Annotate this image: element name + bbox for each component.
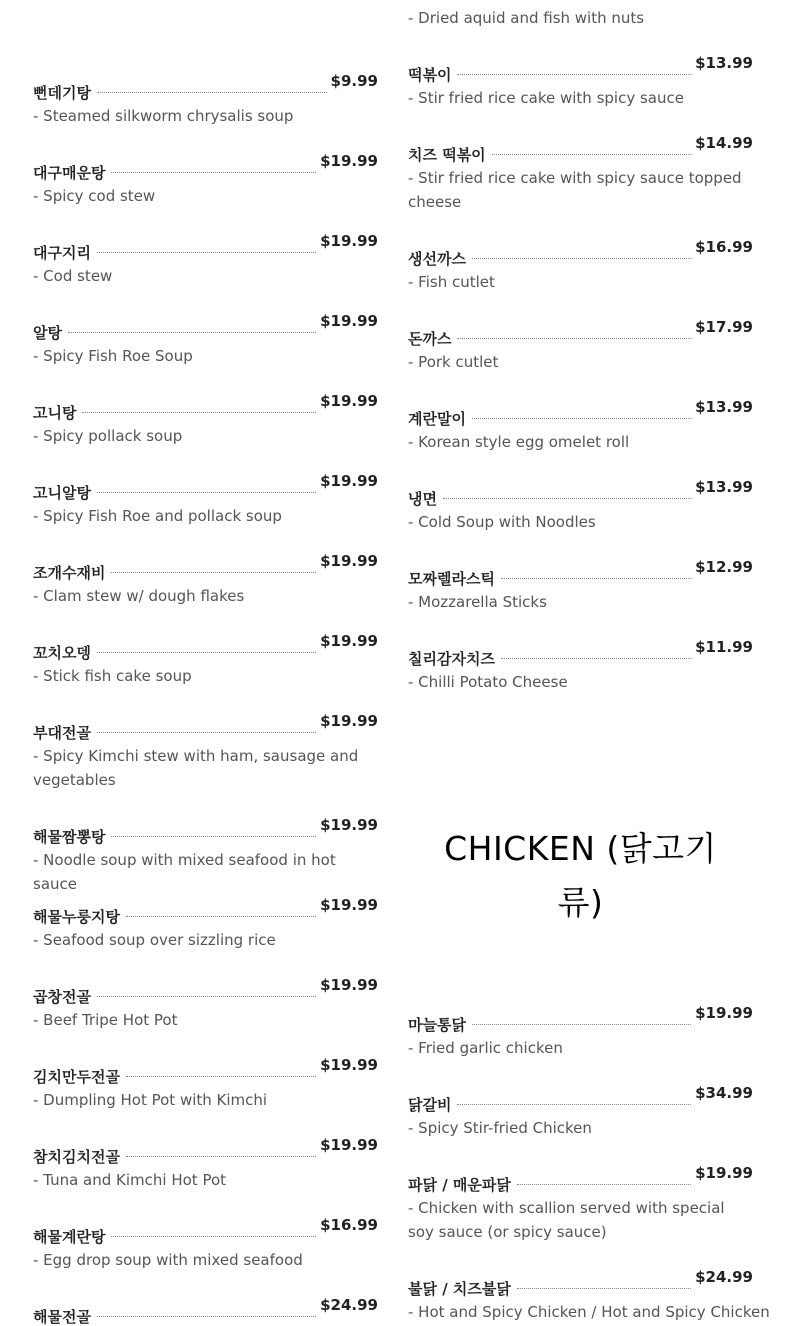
item-name: 부대전골 [33,724,91,742]
item-description: - Stir fried rice cake with spicy sauce topped cheese [408,169,742,211]
item-price: $19.99 [320,472,378,490]
item-name: 떡볶이 [408,66,452,84]
item-description: - Chilli Potato Cheese [408,673,568,691]
item-name: 꼬치오뎅 [33,644,91,662]
leader-dots [492,153,691,155]
item-description: - Dumpling Hot Pot with Kimchi [33,1091,268,1109]
menu-item [33,1056,378,1112]
leader-dots [472,1023,691,1025]
item-price: $9.99 [330,72,378,90]
menu-item [408,1004,753,1060]
menu-item [33,232,378,288]
item-description: - Clam stew w/ dough flakes [33,587,245,605]
item-description: - Spicy Fish Roe and pollack soup [33,507,282,525]
leader-dots [111,171,316,173]
item-description: - Seafood soup over sizzling rice [33,931,276,949]
item-description: - Pork cutlet [408,353,499,371]
item-name: 불닭 / 치즈불닭 [408,1280,511,1298]
item-description: - Cold Soup with Noodles [408,513,596,531]
menu-item [33,72,378,128]
menu-item [33,632,378,688]
item-price: $17.99 [695,318,753,336]
menu-item [408,638,753,694]
menu-item [408,1268,770,1324]
leader-dots [126,1075,316,1077]
menu-item [33,1216,378,1272]
menu-item [408,238,753,294]
item-description: - Noodle soup with mixed seafood in hot sauce [33,851,336,893]
menu-item [408,1164,753,1244]
item-description: - Fried garlic chicken [408,1039,563,1057]
item-price: $13.99 [695,54,753,72]
item-name: 뻔데기탕 [33,84,91,102]
item-price: $14.99 [695,134,753,152]
item-description: - Egg drop soup with mixed seafood [33,1251,303,1269]
item-description: - Mozzarella Sticks [408,593,547,611]
menu-item [33,816,378,896]
item-price: $19.99 [320,976,378,994]
menu-item [408,134,753,214]
menu-item-partial [408,4,753,30]
item-name: 해물전골 [33,1308,91,1326]
leader-dots [126,915,316,917]
item-price: $24.99 [695,1268,753,1286]
leader-dots [111,835,316,837]
menu-item [33,1296,378,1326]
item-price: $19.99 [320,896,378,914]
item-name: 마늘통닭 [408,1016,466,1034]
item-description: - Korean style egg omelet roll [408,433,630,451]
item-price: $19.99 [320,392,378,410]
leader-dots [517,1183,691,1185]
item-price: $16.99 [695,238,753,256]
item-description: - Hot and Spicy Chicken / Hot and Spicy Chicken [408,1303,770,1321]
leader-dots [501,577,691,579]
item-price: $13.99 [695,478,753,496]
leader-dots [126,1155,316,1157]
item-price: $19.99 [320,632,378,650]
leader-dots [97,251,316,253]
item-name: 조개수재비 [33,564,106,582]
leader-dots [82,411,316,413]
item-description: - Spicy Fish Roe Soup [33,347,193,365]
menu-item [408,1084,753,1140]
leader-dots [97,731,316,733]
item-price: $19.99 [320,816,378,834]
leader-dots [472,257,691,259]
item-description: - Tuna and Kimchi Hot Pot [33,1171,227,1189]
item-name: 고니탕 [33,404,77,422]
leader-dots [457,1103,691,1105]
item-name: 고니알탕 [33,484,91,502]
item-price: $11.99 [695,638,753,656]
menu-item [33,392,378,448]
item-description: - Beef Tripe Hot Pot [33,1011,178,1029]
item-name: 해물계란탕 [33,1228,106,1246]
item-name: 모짜렐라스틱 [408,570,495,588]
item-name: 곱창전골 [33,988,91,1006]
item-description: - Cod stew [33,267,113,285]
item-description: - Dried aquid and fish with nuts [408,9,645,27]
item-description: - Spicy cod stew [33,187,156,205]
item-description: - Steamed silkworm chrysalis soup [33,107,294,125]
item-price: $19.99 [695,1164,753,1182]
item-name: 파닭 / 매운파닭 [408,1176,511,1194]
menu-item [33,896,378,952]
item-price: $19.99 [320,312,378,330]
menu-item [33,472,378,528]
item-price: $13.99 [695,398,753,416]
leader-dots [472,417,691,419]
item-price: $19.99 [320,1056,378,1074]
item-price: $19.99 [320,552,378,570]
item-description: - Stir fried rice cake with spicy sauce [408,89,684,107]
chicken-section-title [408,822,753,930]
menu-item [408,318,753,374]
item-name: 칠리감자치즈 [408,650,495,668]
item-name: 알탕 [33,324,62,342]
item-price: $12.99 [695,558,753,576]
item-price: $19.99 [320,232,378,250]
menu-item [408,54,753,110]
item-name: 돈까스 [408,330,452,348]
item-name: 치즈 떡볶이 [408,146,486,164]
leader-dots [97,91,327,93]
leader-dots [517,1287,691,1289]
menu-item [408,558,753,614]
item-price: $19.99 [320,712,378,730]
item-name: 닭갈비 [408,1096,452,1114]
leader-dots [68,331,316,333]
menu-item [408,398,753,454]
menu-item [33,712,378,792]
menu-item [33,976,378,1032]
item-name: 냉면 [408,490,437,508]
leader-dots [111,571,316,573]
item-name: 해물누룽지탕 [33,908,120,926]
item-description: - Spicy pollack soup [33,427,183,445]
item-description: - Spicy Stir-fried Chicken [408,1119,592,1137]
item-name: 계란말이 [408,410,466,428]
item-price: $19.99 [695,1004,753,1022]
item-name: 참치김치전골 [33,1148,120,1166]
section-title-line: CHICKEN (닭고기 [444,829,717,868]
item-name: 대구지리 [33,244,91,262]
item-name: 김치만두전골 [33,1068,120,1086]
leader-dots [97,1315,316,1317]
menu-item [33,552,378,608]
item-price: $19.99 [320,1136,378,1154]
item-description: - Fish cutlet [408,273,495,291]
leader-dots [111,1235,316,1237]
section-title-line: 류) [557,883,604,922]
item-description: - Stick fish cake soup [33,667,192,685]
item-description: - Spicy Kimchi stew with ham, sausage and vegetables [33,747,359,789]
item-price: $24.99 [320,1296,378,1314]
item-description: - Chicken with scallion served with special soy sauce (or spicy sauce) [408,1199,725,1241]
item-name: 대구매운탕 [33,164,106,182]
leader-dots [457,73,691,75]
leader-dots [97,651,316,653]
leader-dots [97,995,316,997]
item-name: 해물짬뽕탕 [33,828,106,846]
item-price: $16.99 [320,1216,378,1234]
menu-item [33,312,378,368]
leader-dots [443,497,691,499]
item-price: $34.99 [695,1084,753,1102]
menu-item [33,1136,378,1192]
leader-dots [97,491,316,493]
menu-item [408,478,753,534]
leader-dots [457,337,691,339]
item-price: $19.99 [320,152,378,170]
item-name: 생선까스 [408,250,466,268]
menu-item [33,152,378,208]
leader-dots [501,657,691,659]
